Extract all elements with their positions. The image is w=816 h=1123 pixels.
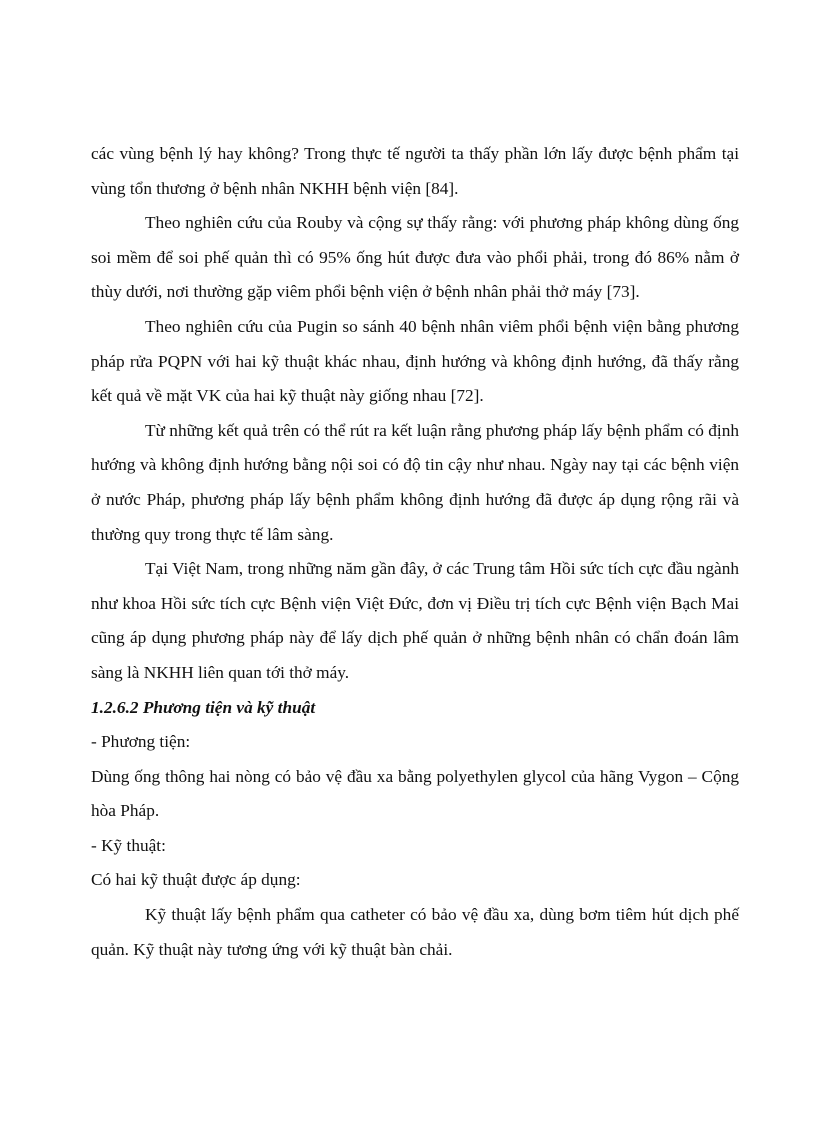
means-label: - Phương tiện: xyxy=(91,732,191,752)
means-text: Dùng ống thông hai nòng có bảo vệ đầu xa bằng polyethylen glycol của hãng Vygon – Cộng hòa Pháp. xyxy=(91,766,739,821)
paragraph-conclusion: Từ những kết quả trên có thể rút ra kết luận rằng phương pháp lấy bệnh phẩm có định hướng và không định hướng bằng nội soi có độ tin cậy như nhau. Ngày nay tại các bệnh viện ở nước Pháp, phương pháp lấy bệnh phẩm không định hướng đã được áp dụng rộng rãi và thường quy trong thực tế lâm sàng. xyxy=(91,420,739,544)
technique-intro: Có hai kỹ thuật được áp dụng: xyxy=(91,870,301,890)
paragraph-vietnam: Tại Việt Nam, trong những năm gần đây, ở các Trung tâm Hồi sức tích cực đầu ngành như khoa Hồi sức tích cực Bệnh viện Việt Đức, đơn vị Điều trị tích cực Bệnh viện Bạch Mai cũng áp dụng phương pháp này để lấy dịch phế quản ở những bệnh nhân có chẩn đoán lâm sàng là NKHH liên quan tới thở máy. xyxy=(91,559,739,682)
paragraph-continuation: các vùng bệnh lý hay không? Trong thực tế người ta thấy phần lớn lấy được bệnh phẩm tại vùng tổn thương ở bệnh nhân NKHH bệnh viện [84]. xyxy=(91,144,739,198)
section-heading: 1.2.6.2 Phương tiện và kỹ thuật xyxy=(91,697,316,717)
document-page xyxy=(91,137,739,967)
paragraph-pugin: Theo nghiên cứu của Pugin so sánh 40 bệnh nhân viêm phổi bệnh viện bằng phương pháp rửa PQPN với hai kỹ thuật khác nhau, định hướng và không định hướng, đã thấy rằng kết quả về mặt VK của hai kỹ thuật này giống nhau [72]. xyxy=(91,316,739,406)
technique-text: Kỹ thuật lấy bệnh phẩm qua catheter có bảo vệ đầu xa, dùng bơm tiêm hút dịch phế quản. Kỹ thuật này tương ứng với kỹ thuật bàn chải. xyxy=(91,905,739,959)
technique-label: - Kỹ thuật: xyxy=(91,835,166,855)
paragraph-rouby: Theo nghiên cứu của Rouby và cộng sự thấy rằng: với phương pháp không dùng ống soi mềm để soi phế quản thì có 95% ống hút được đưa vào phổi phải, trong đó 86% nằm ở thùy dưới, nơi thường gặp viêm phổi bệnh viện ở bệnh nhân phải thở máy [73]. xyxy=(91,213,739,302)
